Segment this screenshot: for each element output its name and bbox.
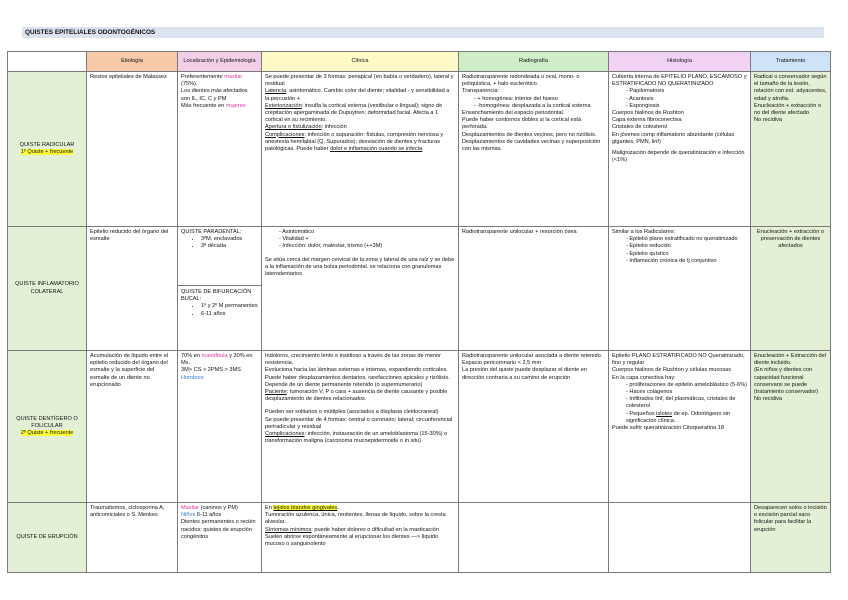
list-item: - Epitelio quístico: [626, 251, 747, 258]
text: En la capa conectiva hay:: [612, 374, 676, 381]
text: (caninos y PM): [199, 505, 238, 511]
row-name: QUISTE INFLAMATORIO COLATERAL: [15, 281, 79, 295]
highlight-ninos: Niños: [181, 512, 196, 519]
text: No recidiva: [754, 396, 782, 403]
label-paciente: Paciente: [265, 389, 287, 396]
list-item: • 3ª década: [201, 243, 258, 250]
text: Radiotransparente redondeada u oval, mono- o poliquística, + halo esclerótico.: [462, 74, 580, 88]
header-radiografia: Radiografía: [459, 52, 609, 72]
cell-histologia: [609, 503, 751, 573]
cell-etiologia: Restos epiteliales de Malassez: [87, 72, 178, 227]
list-item: - Epitelio plano estratificado no queratinizado: [626, 236, 747, 243]
list-item: • 1º y 2º M permanentes: [201, 303, 258, 310]
text: : infección o supuración: fístulas, compresión nerviosa y anestesia hemilabial (Q. Supurados); desviación de dientes y fracturas patológicas. Puede haber: [265, 131, 444, 153]
text: (75%).: [181, 81, 198, 88]
text: Desplazamientos de cavidades vecinas y superposición con las mismas.: [462, 138, 601, 153]
row-sub: 2º Quiste + frecuente: [20, 430, 74, 437]
list-item: - + homogénea: interior del hueso: [474, 96, 605, 103]
text: preservación de dientes afectados: [760, 236, 821, 250]
list-item: • 3ºM, enclavados: [201, 236, 258, 243]
text: Puede haber contornos dobles si la cortical está perforada.: [462, 117, 582, 131]
label-fistulizacion: Apertura o fistulización: [265, 124, 322, 131]
header-histologia: Histología: [609, 52, 751, 72]
text: Enucleación + extracción o no del diente afectado: [754, 102, 822, 117]
text: Cristales de colesterol: [612, 124, 668, 131]
text: : puede haber dolores o dificultad en la masticación: [311, 526, 439, 533]
header-row: [8, 52, 831, 72]
row-name: QUISTE RADICULAR: [19, 141, 75, 148]
text: Evoluciona hacia las láminas externas e internas, expandiendo corticales. Puede haber desplazamientos dentarios, rarefacciones apicales y rizólisis.: [265, 367, 450, 381]
list-item: [626, 411, 747, 425]
text: Se puede presentar de 4 formas: central o coronario; lateral; circunferencial periradicular y residual: [265, 416, 453, 430]
cysts-table: [7, 51, 831, 573]
text: Epitelio PLANO ESTRATIFICADO NO Queratinizado, fino y regular: [612, 353, 745, 367]
cell-histologia: [609, 72, 751, 227]
text: Cuerpos hialinos de Rushton y células mucosas: [612, 367, 732, 374]
label-complicaciones: Complicaciones: [265, 131, 305, 138]
cell-radiografia: [459, 72, 609, 227]
list-item: - Epitelio reducido: [626, 243, 747, 250]
list-item: - Acantosis: [626, 96, 747, 103]
text: Pequeños: [629, 410, 657, 417]
text: En jóvenes comp inflamatorio abundante (células gigantes, PMN, linf): [612, 131, 735, 145]
text: Malignización depende de queratinización e infección (<1%): [612, 150, 745, 164]
text: Se puede presentar de 3 formas: periapical (en babía o verdadero), lateral y residual: [265, 74, 454, 88]
text: QUISTE DE BIFURCACIÓN BUCAL:: [181, 289, 252, 303]
list-item: - Inflamación crónica de tj conjuntivo: [626, 258, 747, 265]
text: Se sitúa cerca del margen cervical de la zona y lateral de una raíz y se debe a la inflamación de una bolsa periodontal. se relaciona con granulomas: [265, 256, 455, 270]
row-inflamatorio: [8, 227, 831, 351]
text: 6-11 años: [195, 512, 222, 519]
text: Preferentemente: [181, 74, 225, 80]
list-item: - Espongiosis: [626, 103, 747, 110]
text: Suelen abrirse espontáneamente al erupcionar los dientes —> líquido mucoso o sanguinolento: [265, 533, 439, 548]
text: Similar a los Radiculares:: [612, 229, 676, 235]
label-latencia: Latencia: [265, 88, 287, 95]
text: (En niños y dientes con capacidad funcional conservarsi se puede (tratamiento conservador): [754, 367, 819, 396]
text-islotes: islotes: [656, 410, 673, 417]
label-sintomas: Síntomas mínimos: [265, 526, 312, 533]
list-item: - Asintomático: [279, 229, 455, 236]
cell-tratamiento: [751, 227, 831, 351]
text: Desplazamientos de dientes vecinos, pero no rizólisis.: [462, 131, 597, 138]
row-dentigero: [8, 351, 831, 503]
text: Puede sufrir queratinización Citoqueratina 18: [612, 425, 724, 432]
highlight-hombres: Hombres: [181, 374, 204, 381]
cell-etiologia: Traumatismos, ciclosporina A, anticomiciales o S. Menkes: [87, 503, 178, 573]
text: En: [265, 505, 274, 511]
label-exteriorizacion: Exteriorización: [265, 102, 302, 109]
text: : insufla la cortical externa (vestibular o lingual); signo de crepitación apergaminada de Dupuytren; deformidad facial. Afecta a 1 cortical en su recimiento.: [265, 102, 443, 124]
row-radicular: [8, 72, 831, 227]
cell-clinica: [262, 503, 459, 573]
list-item: • 6-11 años: [201, 311, 258, 318]
text: Tumoración azulenca, única, renitentes, llenas de líquido, sobre la cresta alveolar.: [265, 512, 446, 526]
text: Radical o conservador según el tamaño de la lesión, relación con est. adyacentes, edad y atrofia.: [754, 74, 827, 102]
text: No recidiva: [754, 117, 782, 124]
text: Depende de un diente permanente retenido (o supernumerario): [265, 381, 423, 388]
row-sub: 1º Quiste + frecuente: [20, 149, 74, 155]
text: Dientes permanentes o recién nacidos: quistes de erupción congénitos: [181, 519, 256, 540]
cell-tratamiento: [751, 351, 831, 503]
header-localizacion: Localización y Epidemiología: [178, 52, 262, 72]
text: y 30% en Mx.: [181, 353, 253, 367]
rowhead-radicular: [8, 72, 87, 227]
cell-localizacion: [178, 351, 262, 503]
text: .: [337, 505, 339, 511]
header-tratamiento: Tratamiento: [751, 52, 831, 72]
row-erupcion: [8, 503, 831, 573]
text: Enucleación + Extracción del diente incluido.: [754, 353, 826, 367]
text: Transparencia:: [462, 88, 500, 95]
list-item: - Infección: dolor, malestar, trismo (++3M): [279, 243, 455, 250]
text: Más frecuente en: [181, 102, 226, 109]
rowhead-erupcion: [8, 503, 87, 573]
text: 70% en: [181, 353, 202, 359]
text-dolor: dolor e inflamación cuando se infecta: [330, 146, 423, 153]
text: de ep. Odontógeno sin significación clínica.: [626, 410, 731, 424]
cell-localizacion: [178, 503, 262, 573]
cell-radiografia: [459, 503, 609, 573]
cell-tratamiento: [751, 72, 831, 227]
text: 3M> CS > 2PMS > 3MS: [181, 367, 241, 374]
list-item: - Papilomatosis: [626, 88, 747, 95]
text: Capa externa fibroconectiva: [612, 117, 682, 124]
highlight-mandibula: mandíbula: [201, 353, 228, 359]
text: : infección: [321, 124, 347, 131]
list-item: - -homogénea: desplazada a la cortical externa: [474, 103, 605, 110]
text: laterodentarios: [265, 271, 303, 278]
cell-radiografia: Radiotransparente unilocular + resorción ósea: [459, 227, 609, 351]
cell-etiologia: Epitelio reducido del órgano del esmalte: [87, 227, 178, 351]
header-clinica: Clínica: [262, 52, 459, 72]
text: Los dientes más afectados son IL, IC, C y PM: [181, 88, 248, 102]
text: Enucleación + extracción o: [756, 229, 824, 235]
rowhead-inflamatorio: [8, 227, 87, 351]
row-name: QUISTE DENTÍGERO O FOLICULAR: [16, 415, 78, 429]
rowhead-dentigero: [8, 351, 87, 503]
cell-tratamiento: Desaparecen solos o incisión o escisión parcial saco folicular para facilitar la erupción: [751, 503, 831, 573]
cell-radiografia: [459, 351, 609, 503]
text: Pueden ser solitarios o múltiples (asociados a displasia cleidocraneal): [265, 409, 439, 416]
highlight-tejidos: tejidos blandos gingivales: [273, 505, 338, 511]
highlight-mujeres: mujeres: [225, 102, 246, 109]
cell-clinica: [262, 351, 459, 503]
text: Ensanchamiento del espacio periodontal.: [462, 110, 565, 117]
highlight-maxilar: Maxilar: [181, 505, 200, 511]
text: Radiotransparente unilocular asociada a diente retenido.: [462, 353, 603, 359]
text: : asintomático. Cambio color del diente; vitalidad - y sensibilidad a la percusión +.: [265, 88, 450, 102]
list-item: - proliferaciones de epitelio ameloblástico (5-6%): [626, 382, 747, 389]
text: La presión del quiste puede desplazar el diente en dirección contraria a su camino de erupción: [462, 367, 588, 381]
cell-localizacion: [178, 72, 262, 227]
list-item: - Haces colágenos: [626, 389, 747, 396]
text: QUISTE PARADENTAL:: [181, 229, 242, 235]
cell-histologia: [609, 351, 751, 503]
document-title: QUISTES EPITELIALES ODONTOGÉNICOS: [25, 28, 156, 36]
title-band: [22, 27, 824, 38]
text: Cuerpos hialinos de Rushton: [612, 110, 684, 117]
label-complicaciones: Complicaciones: [265, 431, 305, 438]
cell-etiologia: Acumulación de líquido entre el epitelio reducido del órgano del esmalte y la superficie del esmalte de un diente no erupcionado: [87, 351, 178, 503]
header-etiologia: Etiología: [87, 52, 178, 72]
text: Indoloros, crecimiento lento e insidioso a través de las zonas de menor resistencia.: [265, 353, 441, 367]
text: : infección, instauración de un ameloblastoma (15-30%) o transformación maligna (carcinoma mucoepidermoide o in situ): [265, 431, 448, 445]
header-empty: [8, 52, 87, 72]
text: Espacio pericoronario < 2,5 mm: [462, 360, 542, 367]
row-name: QUISTE DE ERUPCIÓN: [16, 533, 78, 540]
cell-clinica: [262, 227, 459, 351]
highlight-maxilar: maxilar: [224, 74, 243, 80]
text: Cubierta interna de EPITELIO PLANO, ESCAMOSO y ESTRATIFICADO NO QUERATINIZADO: [612, 74, 747, 88]
list-item: - Infiltrados linf, del plasmáticas, cristales de colesterol: [626, 396, 747, 410]
list-item: - Vitalidad +: [279, 236, 455, 243]
cell-histologia: [609, 227, 751, 351]
cell-localizacion: [178, 227, 262, 351]
cell-clinica: [262, 72, 459, 227]
text: : tumoración V, P o cara + ausencia de diente causante y posible desplazamiento de dientes relacionados.: [265, 389, 448, 403]
